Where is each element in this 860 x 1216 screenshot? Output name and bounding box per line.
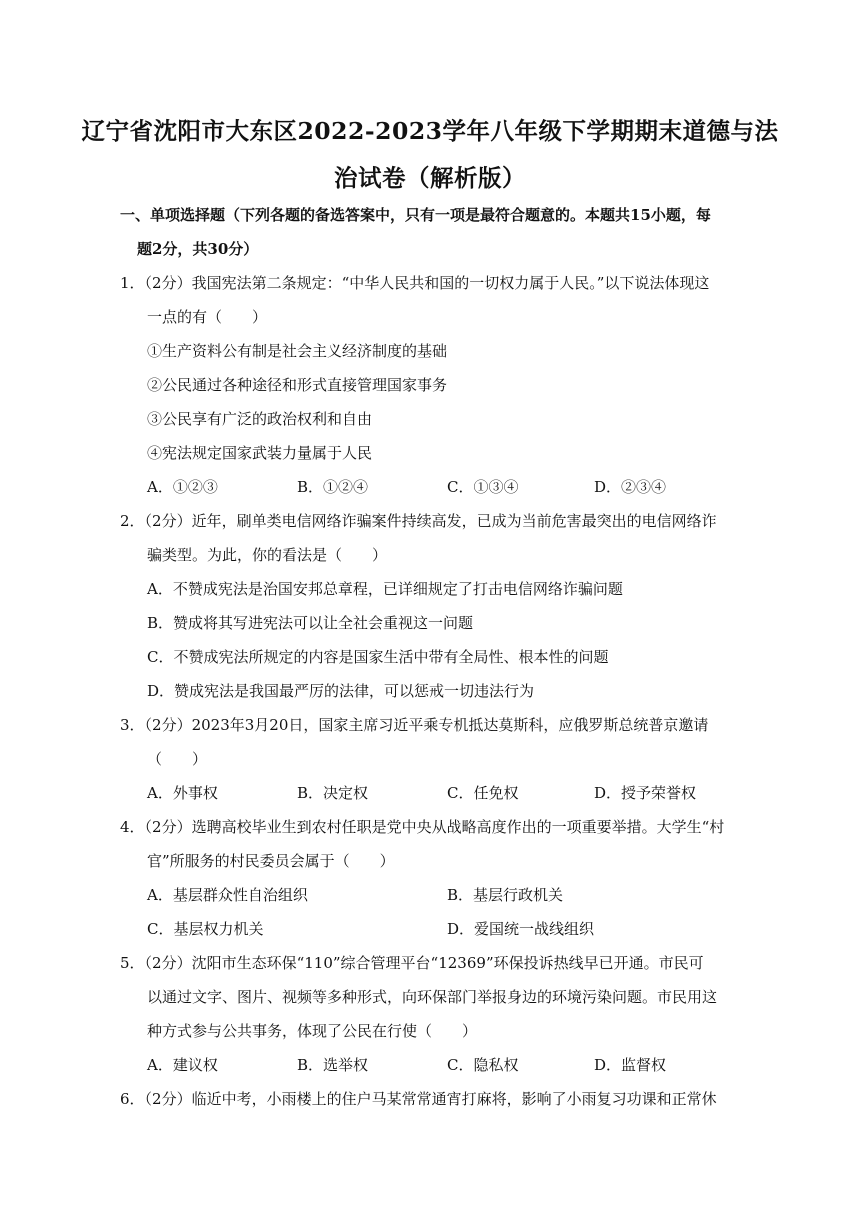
- q1-statement-4: ④宪法规定国家武装力量属于人民: [147, 444, 373, 462]
- q3-stem-line-2: （ ）: [147, 750, 208, 768]
- q1-option-c: C．①③④: [447, 478, 519, 496]
- q5-stem-line-2: 以通过文字、图片、视频等多种形式，向环保部门举报身边的环境污染问题。市民用这: [147, 988, 718, 1006]
- q4-stem-line-1: 4．（2分）选聘高校毕业生到农村任职是党中央从战略高度作出的一项重要举措。大学生“村: [120, 818, 725, 836]
- q2-stem-line-1: 2．（2分）近年，刷单类电信网络诈骗案件持续高发，已成为当前危害最突出的电信网络诈: [120, 512, 717, 530]
- q4-option-a: A．基层群众性自治组织: [147, 886, 308, 904]
- q5-option-d: D．监督权: [594, 1056, 667, 1074]
- q5-stem-line-3: 种方式参与公共事务，体现了公民在行使（ ）: [147, 1022, 478, 1040]
- q2-stem-line-2: 骗类型。为此，你的看法是（ ）: [147, 546, 388, 564]
- q5-option-c: C．隐私权: [447, 1056, 519, 1074]
- q4-option-c: C．基层权力机关: [147, 920, 264, 938]
- q1-option-b: B．①②④: [297, 478, 369, 496]
- q1-stem-line-1: 1．（2分）我国宪法第二条规定：“中华人民共和国的一切权力属于人民。”以下说法体现这: [120, 274, 710, 292]
- q5-option-b: B．选举权: [297, 1056, 369, 1074]
- q4-option-d: D．爱国统一战线组织: [447, 920, 595, 938]
- document-title-line-1: 辽宁省沈阳市大东区2022-2023学年八年级下学期期末道德与法: [81, 117, 779, 145]
- q1-stem-line-2: 一点的有（ ）: [147, 308, 268, 326]
- section-heading-line-1: 一、单项选择题（下列各题的备选答案中，只有一项是最符合题意的。本题共15小题，每: [120, 206, 711, 224]
- q1-option-a: A．①②③: [147, 478, 218, 496]
- q5-option-a: A．建议权: [147, 1056, 218, 1074]
- q3-option-d: D．授予荣誉权: [594, 784, 697, 802]
- document-title-line-2: 治试卷（解析版）: [334, 164, 526, 192]
- q3-stem-line-1: 3．（2分）2023年3月20日，国家主席习近平乘专机抵达莫斯科，应俄罗斯总统普京邀请: [120, 716, 709, 734]
- q1-statement-3: ③公民享有广泛的政治权利和自由: [147, 410, 373, 428]
- q1-statement-2: ②公民通过各种途径和形式直接管理国家事务: [147, 376, 448, 394]
- q6-stem-line-1: 6．（2分）临近中考，小雨楼上的住户马某常常通宵打麻将，影响了小雨复习功课和正常休: [120, 1090, 717, 1108]
- q3-option-c: C．任免权: [447, 784, 519, 802]
- q1-statement-1: ①生产资料公有制是社会主义经济制度的基础: [147, 342, 448, 360]
- q2-option-b: B．赞成将其写进宪法可以让全社会重视这一问题: [147, 614, 474, 632]
- q5-stem-line-1: 5．（2分）沈阳市生态环保“110”综合管理平台“12369”环保投诉热线早已开通。市民可: [120, 954, 704, 972]
- q2-option-c: C．不赞成宪法所规定的内容是国家生活中带有全局性、根本性的问题: [147, 648, 609, 666]
- q2-option-d: D．赞成宪法是我国最严厉的法律，可以惩戒一切违法行为: [147, 682, 535, 700]
- q4-option-b: B．基层行政机关: [447, 886, 564, 904]
- q1-option-d: D．②③④: [594, 478, 667, 496]
- q3-option-b: B．决定权: [297, 784, 369, 802]
- q4-stem-line-2: 官”所服务的村民委员会属于（ ）: [147, 852, 395, 870]
- q3-option-a: A．外事权: [147, 784, 218, 802]
- q2-option-a: A．不赞成宪法是治国安邦总章程，已详细规定了打击电信网络诈骗问题: [147, 580, 623, 598]
- section-heading-line-2: 题2分，共30分）: [137, 240, 259, 258]
